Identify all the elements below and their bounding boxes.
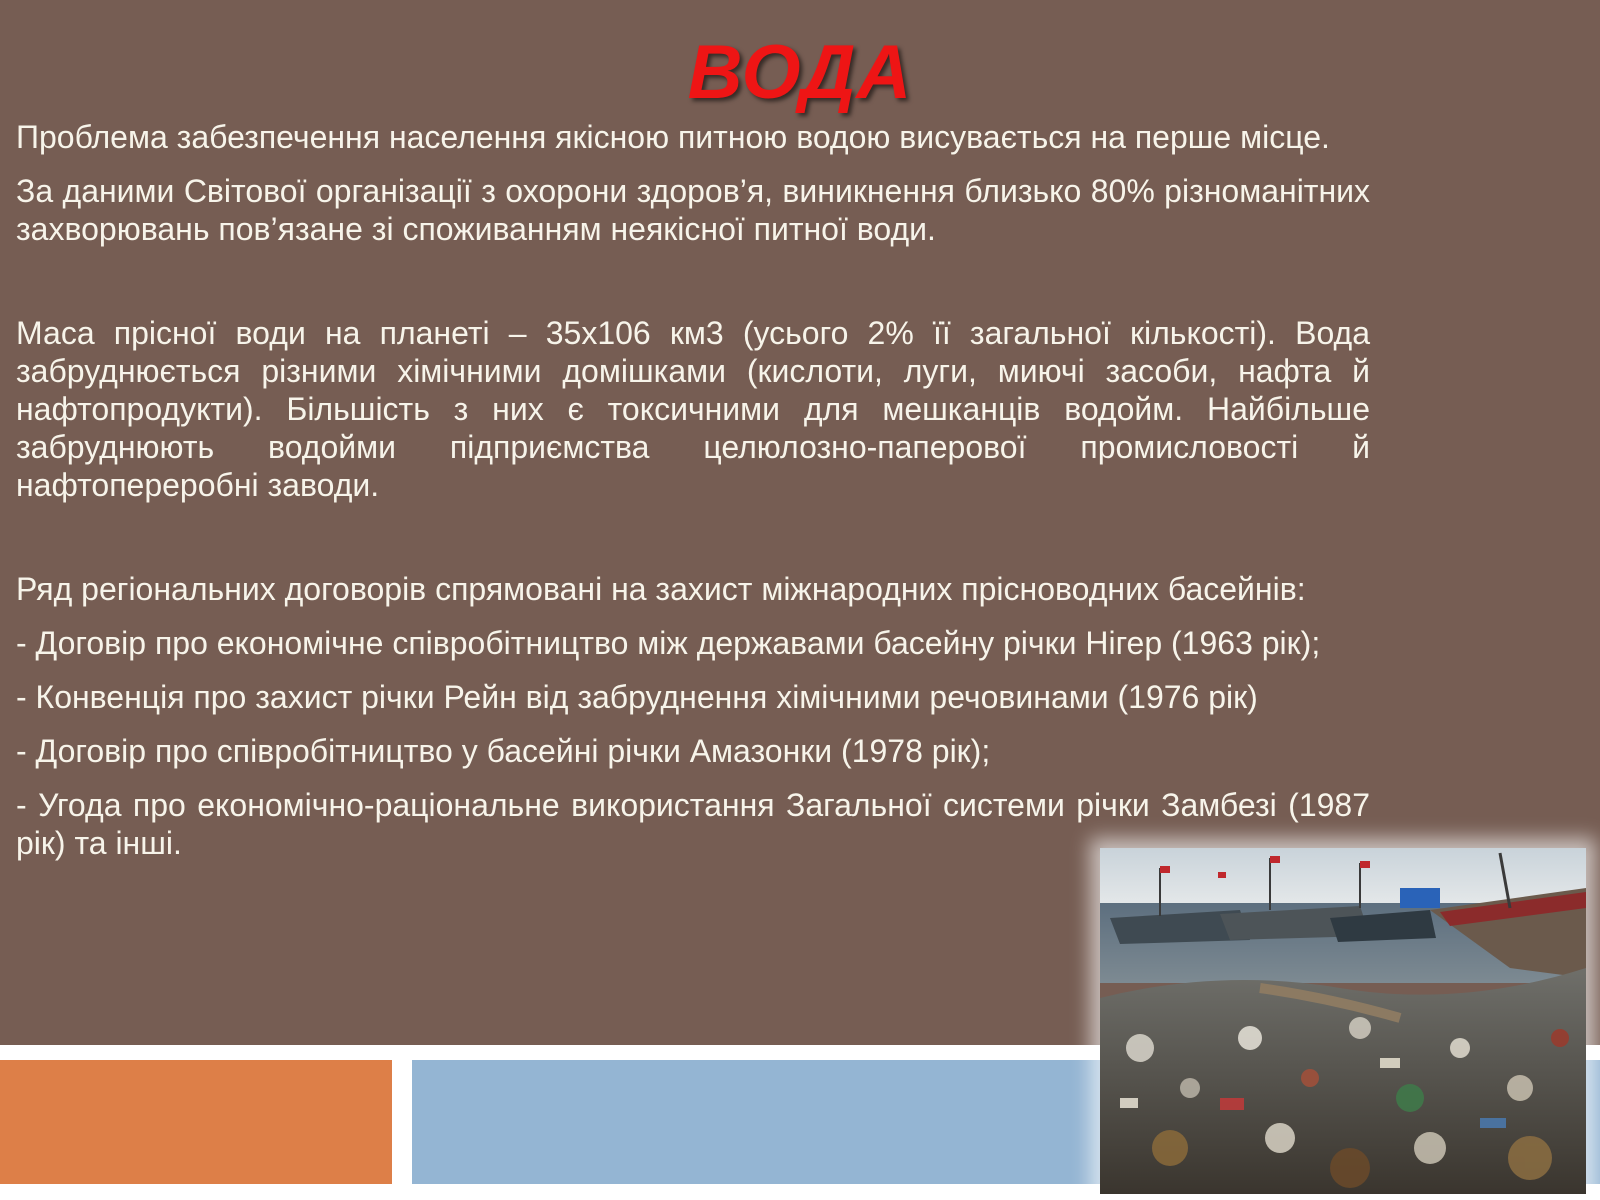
paragraph-who-statistics: За даними Світової організації з охорони здоров’я, виникнення близько 80% різноманітних захворювань пов’язане зі споживанням неякісної питної води. (16, 173, 1370, 247)
slide-body (16, 118, 1370, 862)
paragraph-regional-treaties: Ряд регіональних договорів спрямовані на захист міжнародних прісноводних басейнів: (16, 571, 1306, 607)
paragraph-drinking-water: Проблема забезпечення населення якісною питною водою висувається на перше місце. (16, 119, 1330, 155)
polluted-shore-photo (1100, 848, 1586, 1194)
list-item-rhine: - Конвенція про захист річки Рейн від забруднення хімічними речовинами (1976 рік) (16, 679, 1258, 715)
decor-bar-orange (0, 1060, 392, 1184)
paragraph-fresh-water-mass: Маса прісної води на планеті – 35х106 км3 (усього 2% її загальної кількості). Вода забруднюється різними хімічними домішками (кислоти, луги, миючі засоби, нафта й нафтопродукти). Більшість з них є токсичними для мешканців водойм. Найбільше забруднюють водойми підприємства целюлозно-паперової промисловості й нафтопереробні заводи. (16, 315, 1370, 503)
list-item-amazon: - Договір про співробітництво у басейні річки Амазонки (1978 рік); (16, 733, 991, 769)
list-item-zambezi: - Угода про економічно-раціональне використання Загальної системи річки Замбезі (1987 рік) та інші. (16, 787, 1370, 861)
slide-title: ВОДА (687, 30, 913, 115)
list-item-niger: - Договір про економічне співробітництво між державами басейну річки Нігер (1963 рік); (16, 625, 1321, 661)
